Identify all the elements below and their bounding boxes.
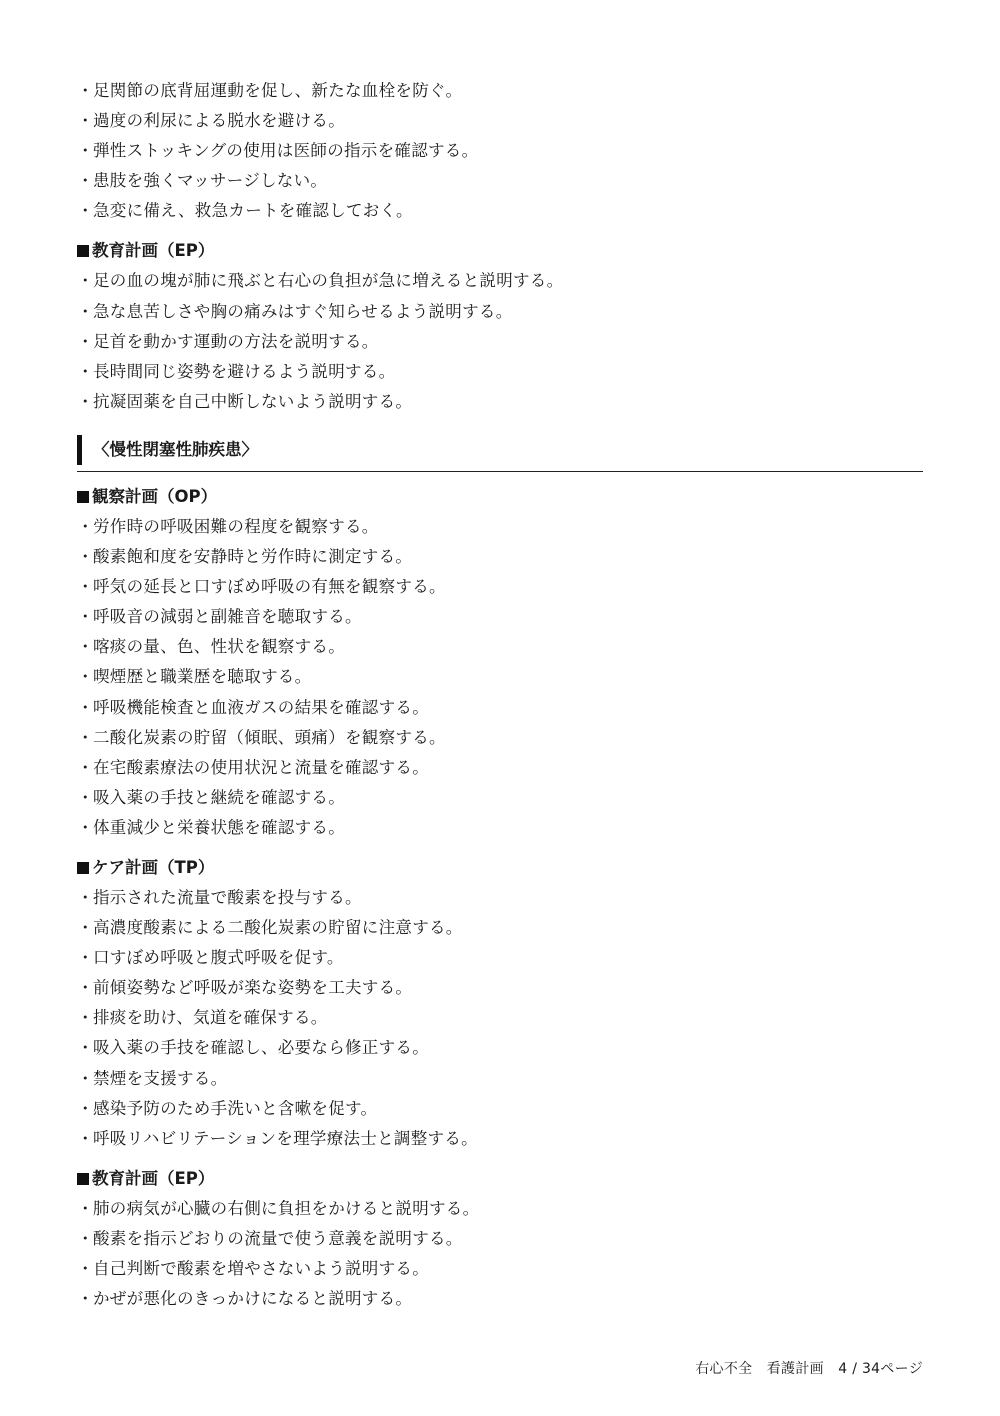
list-item: ・呼吸音の減弱と副雑音を聴取する。: [77, 607, 362, 627]
list-item: ・弾性ストッキングの使用は医師の指示を確認する。: [77, 141, 479, 161]
list-item: ・労作時の呼吸困難の程度を観察する。: [77, 516, 379, 536]
list-block-observation: [77, 512, 923, 843]
square-bullet-icon: [77, 491, 89, 503]
list-item: ・足首を動かす運動の方法を説明する。: [77, 331, 379, 351]
section-title-text: 〈慢性閉塞性肺疾患〉: [93, 439, 258, 459]
list-block-prevention: [77, 76, 923, 226]
list-item: ・かぜが悪化のきっかけになると説明する。: [77, 1289, 413, 1309]
list-block-care: [77, 883, 923, 1154]
list-item: ・呼吸機能検査と血液ガスの結果を確認する。: [77, 697, 429, 717]
list-item: ・喫煙歴と職業歴を聴取する。: [77, 667, 312, 687]
list-item: ・禁煙を支援する。: [77, 1068, 228, 1088]
list-item: ・急な息苦しさや胸の痛みはすぐ知らせるよう説明する。: [77, 301, 513, 321]
page-number: 4 / 34ページ: [838, 1361, 923, 1377]
list-item: ・体重減少と栄養状態を確認する。: [77, 817, 345, 837]
list-block-education: [77, 266, 923, 416]
list-item: ・足関節の底背屈運動を促し、新たな血栓を防ぐ。: [77, 81, 463, 100]
list-item: ・患肢を強くマッサージしない。: [77, 171, 328, 191]
list-item: ・指示された流量で酸素を投与する。: [77, 887, 362, 907]
list-item: ・自己判断で酸素を増やさないよう説明する。: [77, 1259, 429, 1278]
list-item: ・肺の病気が心臓の右側に負担をかけると説明する。: [77, 1198, 480, 1218]
list-item: ・排痰を助け、気道を確保する。: [77, 1008, 328, 1028]
list-item: ・前傾姿勢など呼吸が楽な姿勢を工夫する。: [77, 978, 413, 998]
list-item: ・吸入薬の手技と継続を確認する。: [77, 787, 345, 807]
list-item: ・呼気の延長と口すぼめ呼吸の有無を観察する。: [77, 577, 446, 597]
list-item: ・呼吸リハビリテーションを理学療法士と調整する。: [77, 1128, 478, 1148]
list-item: ・喀痰の量、色、性状を観察する。: [77, 637, 345, 657]
document-body: [77, 76, 923, 1314]
list-item: ・急変に備え、救急カートを確認しておく。: [77, 201, 413, 221]
list-item: ・感染予防のため手洗いと含嗽を促す。: [77, 1098, 378, 1118]
heading-education-plan-2: 教育計画（EP）: [77, 1164, 923, 1194]
list-item: ・二酸化炭素の貯留（傾眠、頭痛）を観察する。: [77, 727, 446, 747]
square-bullet-icon: [77, 245, 89, 257]
list-item: ・在宅酸素療法の使用状況と流量を確認する。: [77, 757, 429, 777]
section-title: [77, 433, 923, 472]
heading-care-plan: ケア計画（TP）: [77, 853, 923, 883]
footer-doc-title: 右心不全 看護計画: [695, 1361, 824, 1377]
section-bar-icon: [77, 435, 82, 465]
list-item: ・抗凝固薬を自己中断しないよう説明する。: [77, 391, 413, 411]
list-item: ・酸素飽和度を安静時と労作時に測定する。: [77, 547, 413, 567]
heading-observation-plan: 観察計画（OP）: [77, 482, 923, 512]
list-item: ・口すぼめ呼吸と腹式呼吸を促す。: [77, 948, 344, 968]
list-item: ・高濃度酸素による二酸化炭素の貯留に注意する。: [77, 918, 463, 938]
list-item: ・吸入薬の手技を確認し、必要なら修正する。: [77, 1038, 429, 1058]
list-block-education-2: [77, 1194, 923, 1314]
square-bullet-icon: [77, 1173, 89, 1185]
list-item: ・過度の利尿による脱水を避ける。: [77, 111, 345, 131]
heading-education-plan: 教育計画（EP）: [77, 236, 923, 266]
list-item: ・足の血の塊が肺に飛ぶと右心の負担が急に増えると説明する。: [77, 271, 564, 291]
page-footer: [695, 1358, 923, 1378]
list-item: ・酸素を指示どおりの流量で使う意義を説明する。: [77, 1228, 463, 1248]
list-item: ・長時間同じ姿勢を避けるよう説明する。: [77, 361, 396, 381]
square-bullet-icon: [77, 862, 89, 874]
